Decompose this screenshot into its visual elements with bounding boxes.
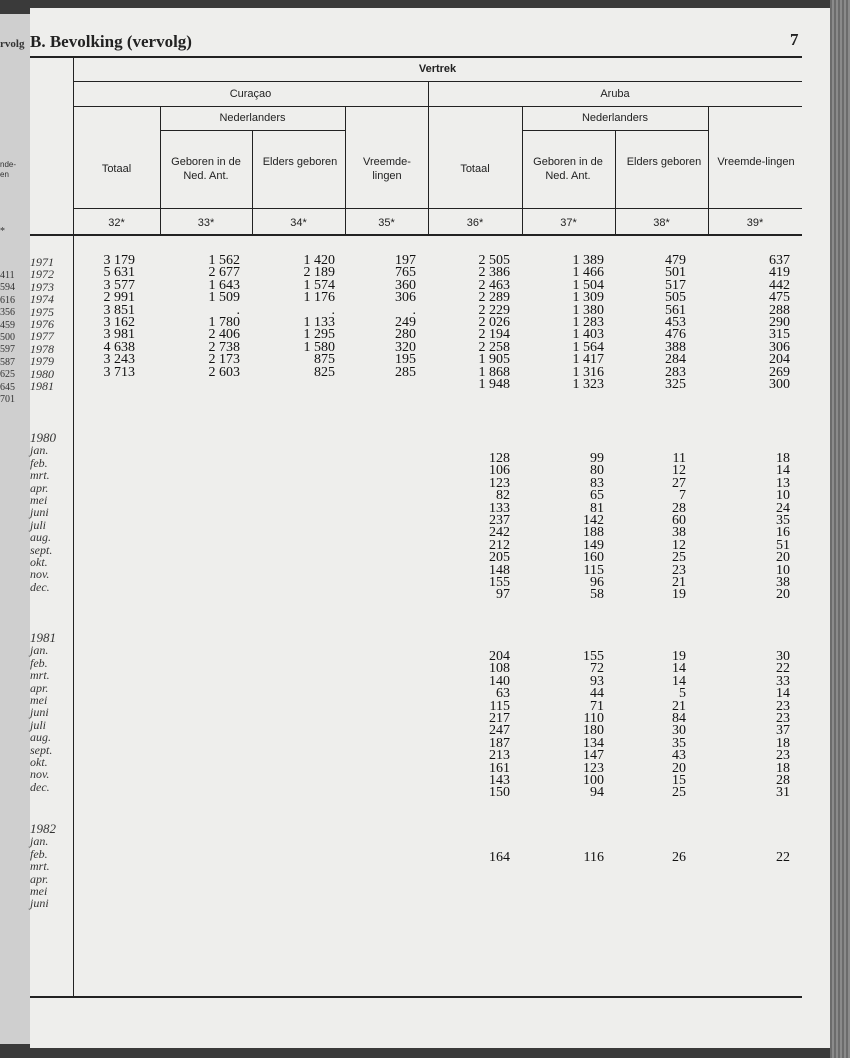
book-binding-edge	[830, 0, 850, 1058]
previous-page-label: en	[0, 170, 9, 179]
previous-page-label: nde-	[0, 160, 17, 169]
table-top-rule	[30, 56, 802, 58]
header-aruba: Aruba	[600, 88, 630, 100]
aruba-totaal-annual: 2 505 2 386 2 463 2 289 2 229 2 026 2 194 2 258 1 905 1 868 1 948	[478, 253, 510, 392]
header-curacao: Curaçao	[229, 88, 272, 100]
column-code: 37*	[560, 217, 577, 229]
month-labels-1981: 1981 jan. feb. mrt. apr. mei juni juli aug. sept. okt. nov. dec.	[30, 630, 56, 794]
header-col-elders: Elders geboren	[262, 156, 338, 168]
aruba-totaal-1981: 204 108 140 63 115 217 247 187 213 161 143 150	[489, 649, 510, 801]
curacao-elders-annual: 1 420 2 189 1 574 1 176 . 1 133 1 295 1 580 875 825	[303, 253, 335, 380]
header-col-totaal: Totaal	[460, 163, 490, 175]
aruba-vreemdelingen-1980: 18 14 13 10 24 35 16 51 20 10 38 20	[776, 451, 790, 603]
column-code: 33*	[197, 217, 215, 229]
aruba-vreemdelingen-annual: 637 419 442 475 288 290 315 306 204 269 300	[769, 253, 790, 392]
column-code: 38*	[653, 217, 670, 229]
previous-page-values: 411 594 616 356 459 500 597 587 625 645 701	[0, 270, 15, 406]
year-labels-annual: 1971 1972 1973 1974 1975 1976 1977 1978 1979 1980 1981	[30, 255, 54, 394]
aruba-vreemdelingen-1981: 30 22 33 14 23 23 37 18 23 18 28 31	[776, 649, 790, 801]
curacao-totaal-annual: 3 179 5 631 3 577 2 991 3 851 3 162 3 981 4 638 3 243 3 713	[103, 253, 135, 380]
curacao-vreemdelingen-annual: 197 765 360 306 . 249 280 320 195 285	[395, 253, 416, 380]
header-vertrek: Vertrek	[418, 63, 457, 75]
previous-page-edge	[0, 14, 32, 1044]
aruba-elders-1982: 26	[672, 850, 686, 865]
month-labels-1982: 1982 jan. feb. mrt. apr. mei juni	[30, 821, 56, 911]
header-nederlanders-curacao: Nederlanders	[219, 112, 286, 124]
page-number: 7	[790, 30, 799, 49]
table-bottom-rule	[30, 996, 802, 998]
header-col-elders: Elders geboren	[626, 156, 702, 168]
document-page	[30, 8, 830, 1048]
aruba-totaal-1980: 128 106 123 82 133 237 242 212 205 148 155 97	[489, 451, 510, 603]
aruba-totaal-1982: 164	[489, 850, 510, 865]
aruba-elders-1980: 11 12 27 7 28 60 38 12 25 23 21 19	[672, 451, 686, 603]
aruba-vreemdelingen-1982: 22	[776, 850, 790, 865]
header-col-vreemdelingen: Vreemde-lingen	[363, 156, 411, 182]
month-labels-1980: 1980 jan. feb. mrt. apr. mei juni juli aug. sept. okt. nov. dec.	[30, 430, 56, 594]
col-divider	[428, 82, 429, 235]
section-title: B. Bevolking (vervolg)	[30, 32, 192, 51]
header-col-geboren: Geboren in de Ned. Ant.	[171, 156, 241, 182]
aruba-elders-annual: 479 501 517 505 561 453 476 388 284 283 325	[665, 253, 686, 392]
header-col-geboren: Geboren in de Ned. Ant.	[533, 156, 603, 182]
curacao-geboren-annual: 1 562 2 677 1 643 1 509 . 1 780 2 406 2 738 2 173 2 603	[208, 253, 240, 380]
column-code: 36*	[466, 217, 484, 229]
header-col-vreemdelingen: Vreemde-lingen	[717, 156, 795, 168]
aruba-geboren-annual: 1 389 1 466 1 504 1 309 1 380 1 283 1 403 1 564 1 417 1 316 1 323	[572, 253, 604, 392]
aruba-elders-1981: 19 14 14 5 21 84 30 35 43 20 15 25	[672, 649, 686, 801]
rule	[73, 208, 802, 209]
rule	[73, 106, 802, 107]
column-code: 32*	[108, 217, 125, 229]
aruba-geboren-1981: 155 72 93 44 71 110 180 134 147 123 100 94	[583, 649, 604, 801]
rule	[73, 81, 802, 82]
previous-page-title: rvolg	[0, 38, 25, 50]
column-code: 34*	[290, 217, 307, 229]
previous-page-marker: *	[0, 226, 5, 237]
header-bottom-rule	[30, 234, 802, 236]
aruba-geboren-1982: 116	[583, 850, 604, 865]
column-code: 35*	[378, 217, 395, 229]
header-col-totaal: Totaal	[101, 163, 132, 175]
column-code: 39*	[746, 217, 764, 229]
header-nederlanders-aruba: Nederlanders	[581, 112, 649, 124]
aruba-geboren-1980: 99 80 83 65 81 142 188 149 160 115 96 58	[583, 451, 604, 603]
